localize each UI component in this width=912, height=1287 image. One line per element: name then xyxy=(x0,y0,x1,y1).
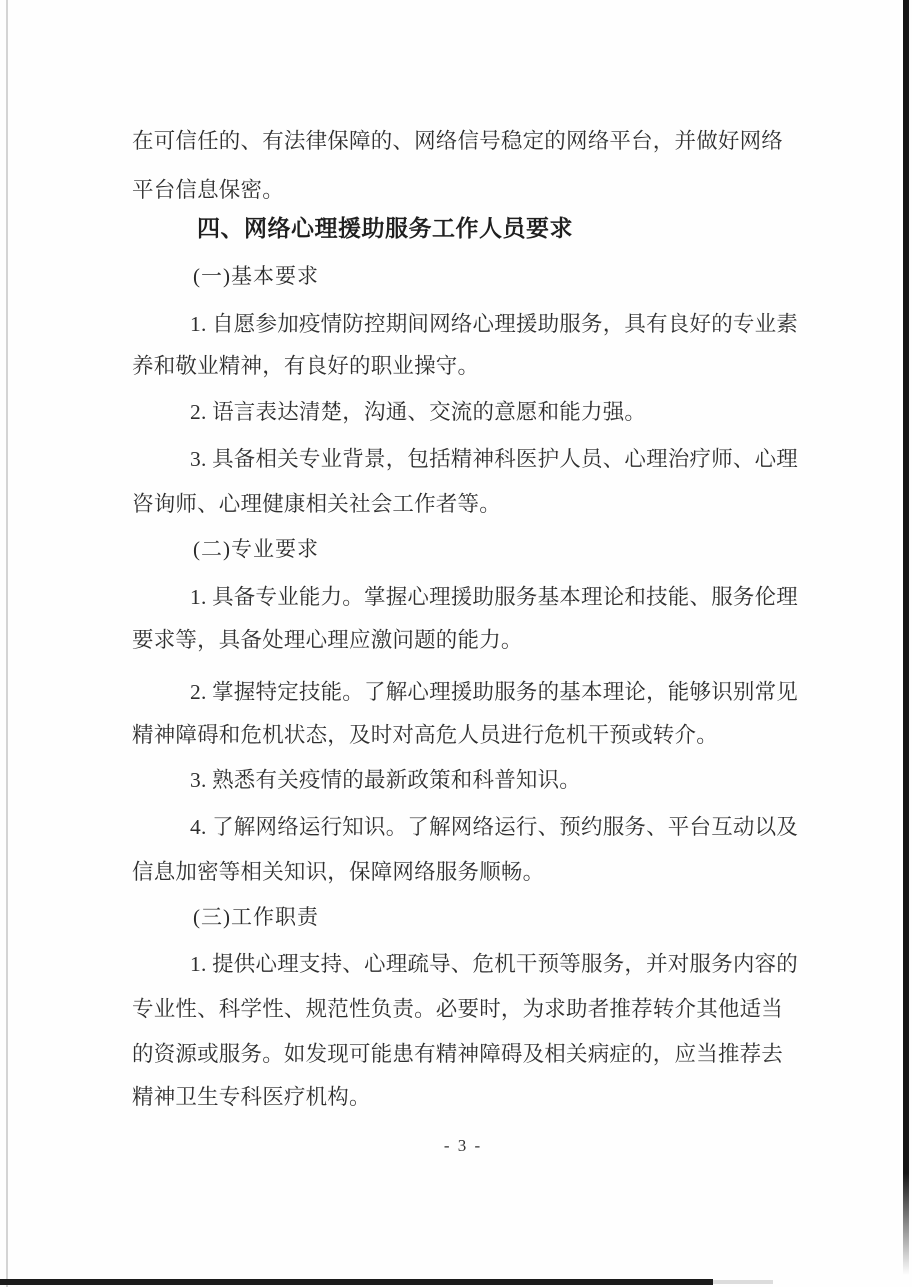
scan-edge-bottom-fade xyxy=(713,1280,773,1284)
text-line: 在可信任的、有法律保障的、网络信号稳定的网络平台，并做好网络 xyxy=(132,129,784,153)
text-line: 信息加密等相关知识，保障网络服务顺畅。 xyxy=(132,860,545,884)
scan-edge-bottom xyxy=(0,1279,713,1285)
text-line: 要求等，具备处理心理应激问题的能力。 xyxy=(132,628,523,652)
page-number: - 3 - xyxy=(443,1136,483,1155)
text-line: 精神卫生专科医疗机构。 xyxy=(132,1085,371,1109)
subsection-heading: (一)基本要求 xyxy=(193,264,319,288)
text-line: 专业性、科学性、规范性负责。必要时，为求助者推荐转介其他适当 xyxy=(132,997,784,1021)
section-heading: 四、网络心理援助服务工作人员要求 xyxy=(197,215,573,241)
text-line: 精神障碍和危机状态，及时对高危人员进行危机干预或转介。 xyxy=(132,723,718,747)
text-line: 平台信息保密。 xyxy=(132,178,284,202)
text-line: 养和敬业精神，有良好的职业操守。 xyxy=(132,354,480,378)
paragraph-first-line: 4. 了解网络运行知识。了解网络运行、预约服务、平台互动以及 xyxy=(190,815,799,839)
paragraph-first-line: 1. 提供心理支持、心理疏导、危机干预等服务，并对服务内容的 xyxy=(190,952,799,976)
subsection-heading: (三)工作职责 xyxy=(193,905,319,929)
text-line: 的资源或服务。如发现可能患有精神障碍及相关病症的，应当推荐去 xyxy=(132,1042,784,1066)
paragraph-first-line: 1. 自愿参加疫情防控期间网络心理援助服务，具有良好的专业素 xyxy=(190,312,799,336)
paragraph-first-line: 1. 具备专业能力。掌握心理援助服务基本理论和技能、服务伦理 xyxy=(190,585,799,609)
scan-edge-left xyxy=(6,0,8,1287)
subsection-heading: (二)专业要求 xyxy=(193,537,319,561)
paragraph-first-line: 2. 语言表达清楚，沟通、交流的意愿和能力强。 xyxy=(190,400,647,424)
text-line: 咨询师、心理健康相关社会工作者等。 xyxy=(132,492,501,516)
scan-edge-right xyxy=(903,0,909,1275)
paragraph-first-line: 3. 熟悉有关疫情的最新政策和科普知识。 xyxy=(190,768,582,792)
paragraph-first-line: 2. 掌握特定技能。了解心理援助服务的基本理论，能够识别常见 xyxy=(190,680,799,704)
paragraph-first-line: 3. 具备相关专业背景，包括精神科医护人员、心理治疗师、心理 xyxy=(190,447,799,471)
